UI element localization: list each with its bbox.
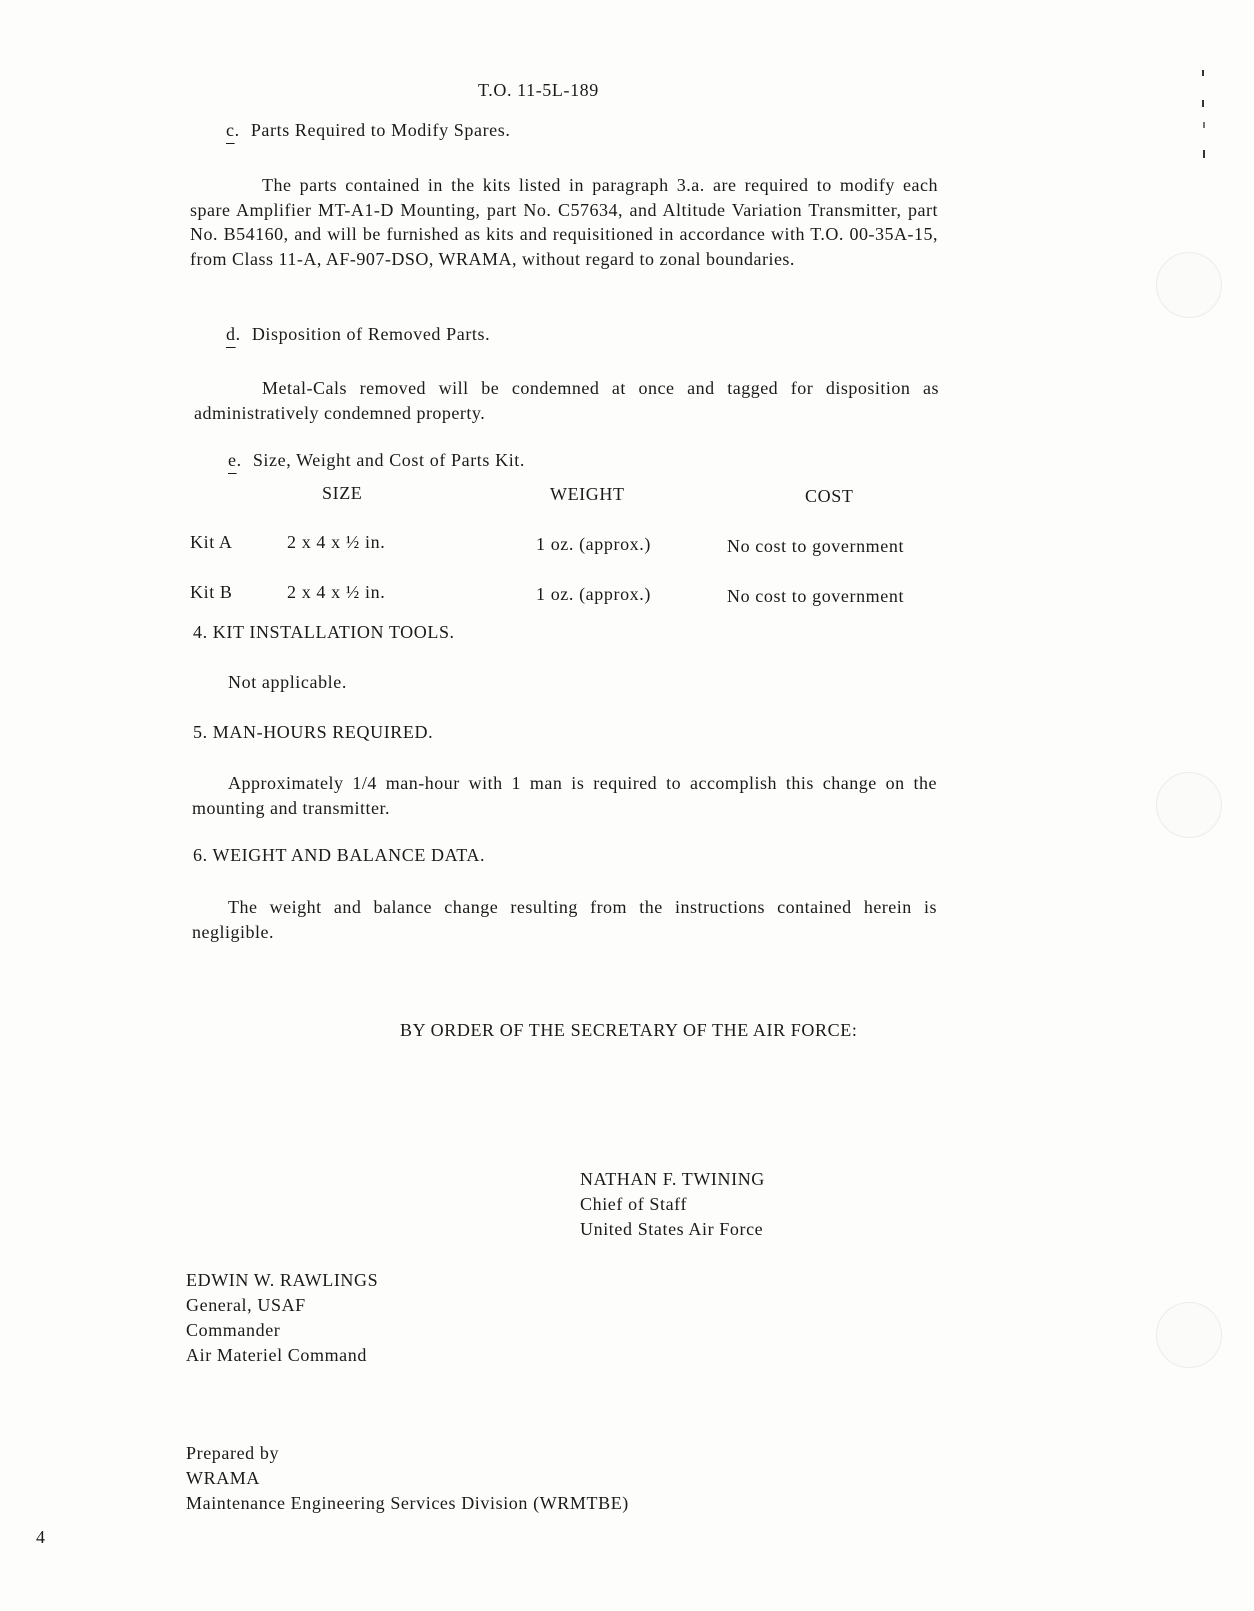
section-5-heading: 5. MAN-HOURS REQUIRED. xyxy=(193,722,434,742)
edge-mark-icon xyxy=(1203,150,1205,158)
document-number: T.O. 11-5L-189 xyxy=(478,80,599,100)
section-c-body: The parts contained in the kits listed in paragraph 3.a. are required to modify each spare Amplifier MT-A1-D Mounting, part No. C57634, and Altitude Variation Transmitter, part No. B54160, and will be furnished as kits and requisitioned in accordance with T.O. 00-35A-15, from Class 11-A, AF-907-DSO, WRAMA, without regard to zonal boundaries. xyxy=(190,175,938,269)
table-header-cost: COST xyxy=(805,486,854,506)
page-number: 4 xyxy=(36,1527,46,1547)
section-c-title: Parts Required to Modify Spares. xyxy=(250,120,511,140)
section-d-heading xyxy=(226,324,490,345)
section-c-dot: . xyxy=(234,120,240,140)
edge-mark-icon xyxy=(1203,122,1205,128)
table-cell-weight: 1 oz. (approx.) xyxy=(536,534,651,554)
table-cell-cost: No cost to government xyxy=(727,586,905,606)
prepared-by-org: WRAMA xyxy=(186,1468,260,1488)
table-cell-cost: No cost to government xyxy=(727,536,905,556)
section-5-body: Approximately 1/4 man-hour with 1 man is required to accomplish this change on the mounting and transmitter. xyxy=(192,773,937,818)
section-e-dot: . xyxy=(236,450,242,470)
signatory-1-org: United States Air Force xyxy=(580,1219,764,1239)
order-line: BY ORDER OF THE SECRETARY OF THE AIR FORCE: xyxy=(400,1020,858,1040)
prepared-by-division: Maintenance Engineering Services Division (WRMTBE) xyxy=(186,1493,629,1513)
prepared-by-label: Prepared by xyxy=(186,1443,280,1463)
section-d-title: Disposition of Removed Parts. xyxy=(251,324,491,344)
section-c-heading xyxy=(226,120,510,141)
section-e-heading xyxy=(228,450,525,471)
edge-mark-icon xyxy=(1202,100,1204,107)
table-header-size: SIZE xyxy=(322,483,363,503)
table-header-weight: WEIGHT xyxy=(550,484,625,504)
signatory-2-rank: General, USAF xyxy=(186,1295,306,1315)
section-6-heading: 6. WEIGHT AND BALANCE DATA. xyxy=(193,845,486,865)
section-4-body: Not applicable. xyxy=(228,672,347,692)
signatory-2-title: Commander xyxy=(186,1320,281,1340)
section-d-letter: d xyxy=(226,324,236,344)
table-cell-kit: Kit A xyxy=(190,532,233,552)
section-e-letter: e xyxy=(228,450,237,470)
signatory-1-name: NATHAN F. TWINING xyxy=(580,1169,765,1189)
section-d-dot: . xyxy=(235,324,241,344)
signatory-1-title: Chief of Staff xyxy=(580,1194,688,1214)
punch-hole-bottom xyxy=(1156,1302,1222,1368)
table-cell-size: 2 x 4 x ½ in. xyxy=(287,532,386,552)
table-cell-weight: 1 oz. (approx.) xyxy=(536,584,651,604)
section-d-body: Metal-Cals removed will be condemned at once and tagged for disposition as administratively condemned property. xyxy=(194,378,939,423)
table-cell-size: 2 x 4 x ½ in. xyxy=(287,582,386,602)
section-6-body: The weight and balance change resulting from the instructions contained herein is negligible. xyxy=(192,897,937,942)
punch-hole-middle xyxy=(1156,772,1222,838)
section-4-heading: 4. KIT INSTALLATION TOOLS. xyxy=(193,622,455,642)
signatory-2-name: EDWIN W. RAWLINGS xyxy=(186,1270,379,1290)
section-c-letter: c xyxy=(226,120,235,140)
section-e-title: Size, Weight and Cost of Parts Kit. xyxy=(252,450,526,470)
signatory-2-org: Air Materiel Command xyxy=(186,1345,367,1365)
table-cell-kit: Kit B xyxy=(190,582,233,602)
edge-mark-icon xyxy=(1202,70,1204,76)
punch-hole-top xyxy=(1156,252,1222,318)
